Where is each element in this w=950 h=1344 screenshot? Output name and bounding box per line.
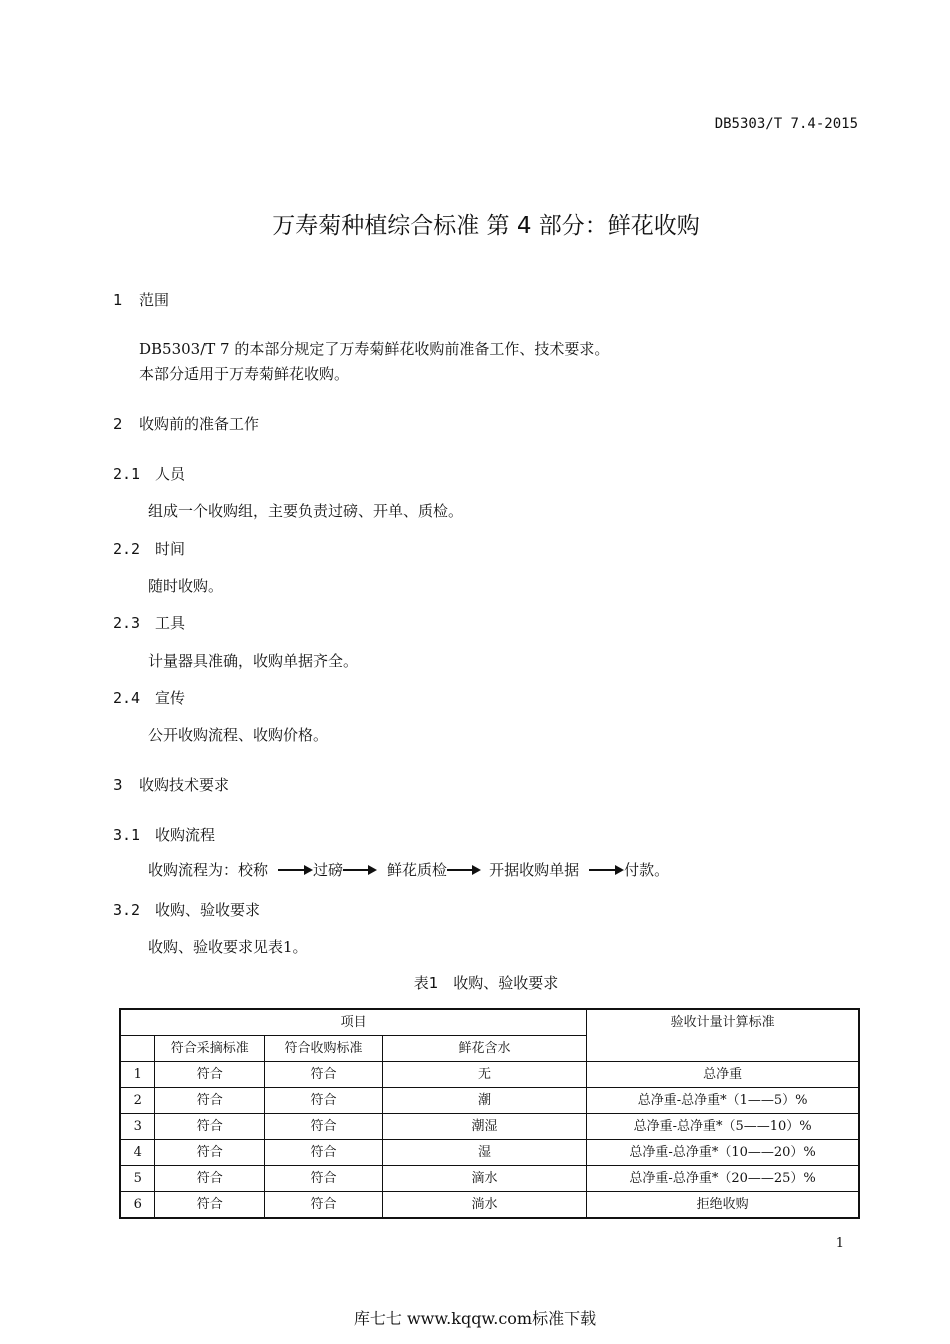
flow-step-1: 校称 [238,861,269,879]
section-3-1-number: 3.1 [113,826,141,844]
row-purchase: 符合 [265,1062,383,1088]
section-3-2-title: 收购、验收要求 [155,901,261,919]
table-row [120,1166,859,1192]
row-standard: 拒绝收购 [587,1192,859,1219]
row-standard: 总净重-总净重*（1——5）% [587,1088,859,1114]
section-2-1-title: 人员 [155,465,186,483]
section-2-2-number: 2.2 [113,540,141,558]
right-arrow-icon [447,865,481,875]
section-3-2-text: 收购、验收要求见表1。 [148,938,308,956]
table-row [120,1192,859,1219]
row-index: 1 [120,1062,155,1088]
section-1-title: 范围 [139,291,170,309]
row-index: 5 [120,1166,155,1192]
document-title: 万寿菊种植综合标准 第 4 部分：鲜花收购 [272,213,700,239]
section-1-number: 1 [113,291,123,309]
section-3-1-heading [113,824,215,845]
section-1-paragraph-2: 本部分适用于万寿菊鲜花收购。 [139,365,350,383]
right-arrow-icon [278,865,313,875]
row-picking: 符合 [155,1192,265,1219]
row-index: 2 [120,1088,155,1114]
row-standard: 总净重-总净重*（10——20）% [587,1140,859,1166]
row-purchase: 符合 [265,1114,383,1140]
section-2-number: 2 [113,415,123,433]
row-picking: 符合 [155,1062,265,1088]
section-3-number: 3 [113,776,123,794]
subheader-moisture: 鲜花含水 [382,1036,586,1062]
row-standard: 总净重-总净重*（5——10）% [587,1114,859,1140]
purchase-flow [148,859,669,880]
section-2-2-heading [113,538,185,559]
section-2-4-heading [113,687,185,708]
row-moisture: 淌水 [382,1192,586,1219]
table-caption: 表1 收购、验收要求 [413,974,559,992]
row-standard: 总净重 [587,1062,859,1088]
row-purchase: 符合 [265,1192,383,1219]
section-3-1-title: 收购流程 [155,826,216,844]
row-moisture: 无 [382,1062,586,1088]
footer-watermark: 库七七 www.kqqw.com标准下载 [353,1309,597,1328]
document-id: DB5303/T 7.4-2015 [714,116,858,132]
right-arrow-icon [589,865,624,875]
acceptance-table [119,1008,860,1219]
section-2-1-number: 2.1 [113,465,141,483]
row-purchase: 符合 [265,1140,383,1166]
section-2-3-number: 2.3 [113,614,141,632]
section-3-2-heading [113,899,260,920]
row-picking: 符合 [155,1166,265,1192]
row-picking: 符合 [155,1114,265,1140]
section-2-4-text: 公开收购流程、收购价格。 [148,726,329,744]
row-moisture: 潮 [382,1088,586,1114]
section-2-4-title: 宣传 [155,689,186,707]
section-2-heading [113,413,259,434]
flow-step-4: 开据收购单据 [489,861,580,879]
flow-step-5: 付款。 [624,861,670,879]
flow-step-2: 过磅 [313,861,344,879]
row-moisture: 滴水 [382,1166,586,1192]
flow-prefix: 收购流程为： [148,861,239,879]
table-row [120,1062,859,1088]
flow-step-3: 鲜花质检 [387,861,448,879]
row-standard: 总净重-总净重*（20——25）% [587,1166,859,1192]
section-1-paragraph-1: DB5303/T 7 的本部分规定了万寿菊鲜花收购前准备工作、技术要求。 [139,340,610,358]
section-2-title: 收购前的准备工作 [139,415,260,433]
header-standard: 验收计量计算标准 [587,1009,859,1062]
section-2-4-number: 2.4 [113,689,141,707]
subheader-picking: 符合采摘标准 [155,1036,265,1062]
row-index: 6 [120,1192,155,1219]
section-2-3-text: 计量器具准确，收购单据齐全。 [148,652,359,670]
page-number: 1 [835,1236,844,1251]
table-row [120,1088,859,1114]
row-purchase: 符合 [265,1088,383,1114]
section-2-1-text: 组成一个收购组，主要负责过磅、开单、质检。 [148,502,464,520]
row-index: 4 [120,1140,155,1166]
table-row [120,1114,859,1140]
section-2-1-heading [113,463,185,484]
row-moisture: 潮湿 [382,1114,586,1140]
row-index: 3 [120,1114,155,1140]
table-row [120,1140,859,1166]
section-1-heading [113,289,169,310]
section-2-3-title: 工具 [155,614,186,632]
right-arrow-icon [343,865,377,875]
row-moisture: 湿 [382,1140,586,1166]
section-2-3-heading [113,612,185,633]
section-3-heading [113,774,229,795]
subheader-index [120,1036,155,1062]
section-3-title: 收购技术要求 [139,776,230,794]
table-header-row [120,1009,859,1036]
row-purchase: 符合 [265,1166,383,1192]
section-3-2-number: 3.2 [113,901,141,919]
section-2-2-title: 时间 [155,540,186,558]
row-picking: 符合 [155,1088,265,1114]
section-2-2-text: 随时收购。 [148,577,224,595]
header-item: 项目 [120,1009,587,1036]
subheader-purchase: 符合收购标准 [265,1036,383,1062]
row-picking: 符合 [155,1140,265,1166]
